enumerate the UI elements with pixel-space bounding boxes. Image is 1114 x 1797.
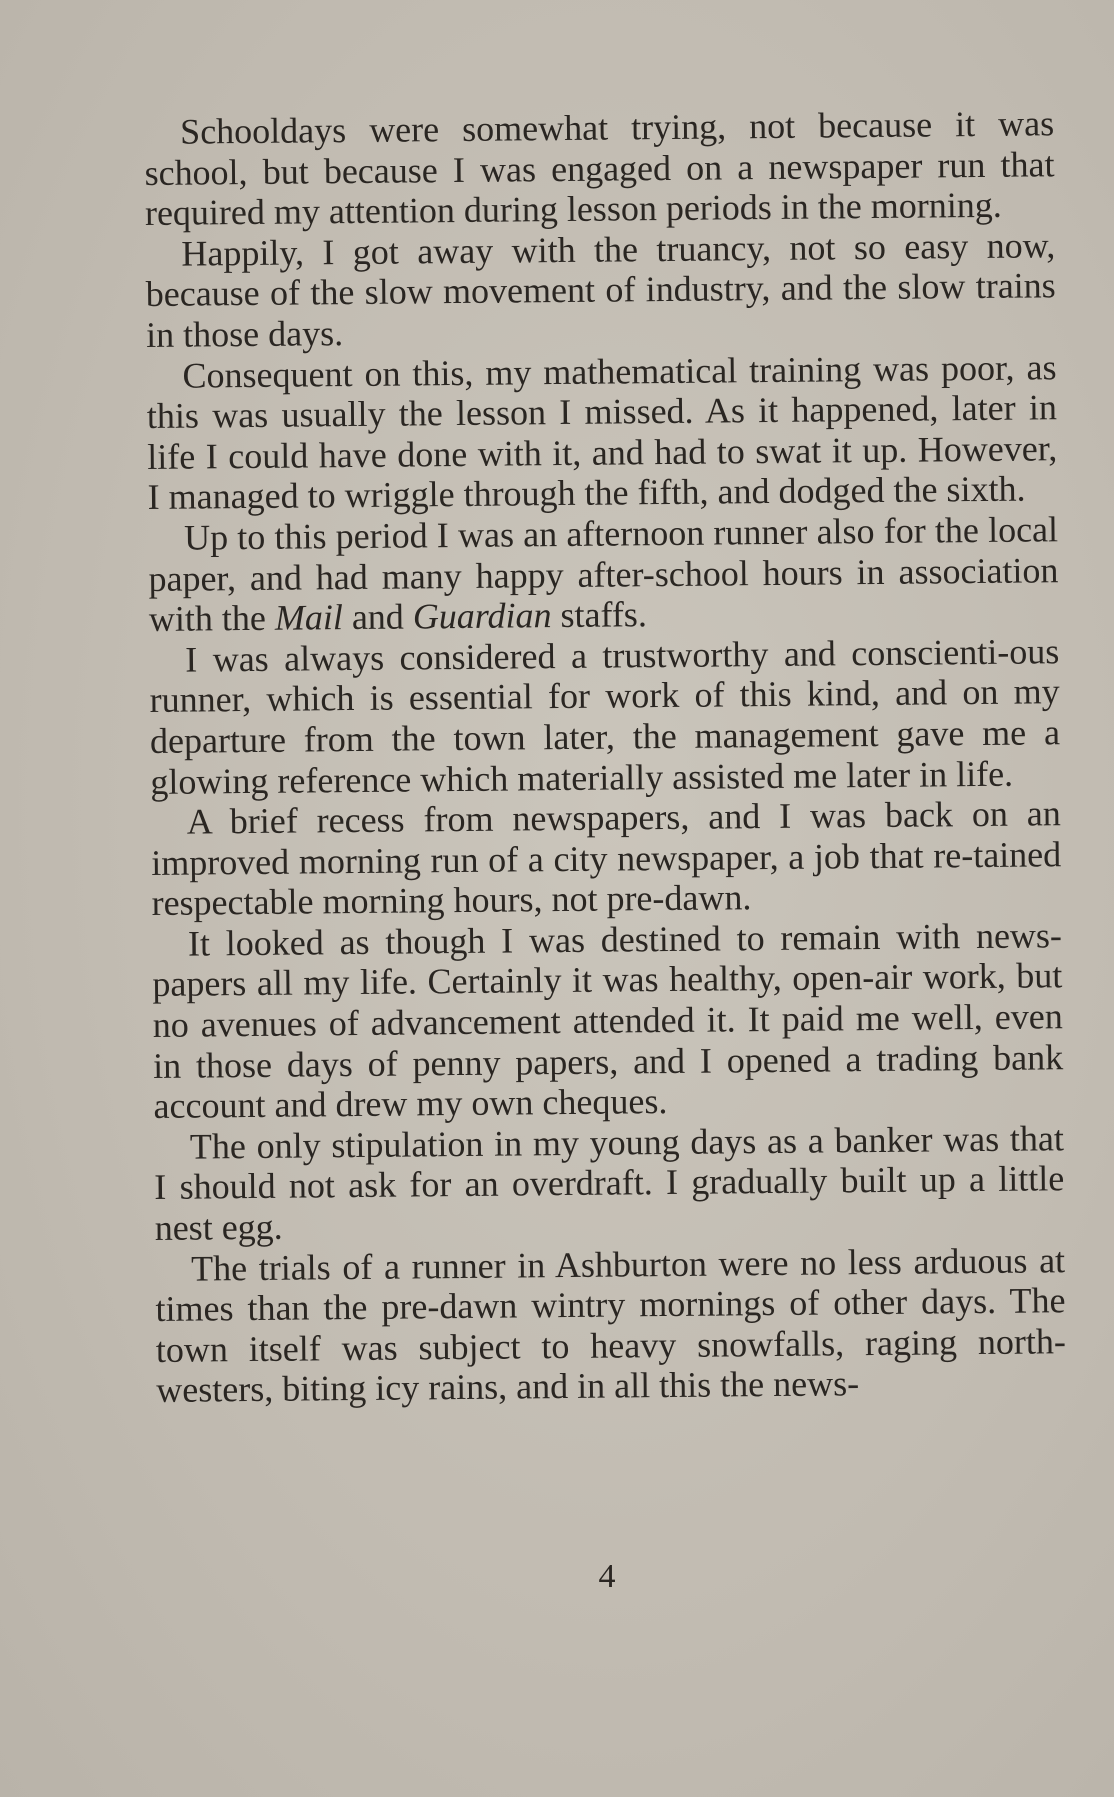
paragraph-schooldays: Schooldays were somewhat trying, not because it was school, but because I was engaged on a newspaper run that required my attention during lesson periods in the morning. bbox=[144, 103, 1055, 234]
paragraph-mathematics: Consequent on this, my mathematical training was poor, as this was usually the lesson I missed. As it happened, later in life I could have done with it, and had to swat it up. However, I managed to wriggle through the fifth, and dodged the sixth. bbox=[146, 346, 1058, 518]
body-text bbox=[144, 103, 1066, 1411]
paragraph-text: and bbox=[342, 596, 414, 638]
paragraph-destined: It looked as though I was destined to remain with news-papers all my life. Certainly it was healthy, open-air work, but no avenues of advancement attended it. It paid me well, even in those days of penny papers, and I opened a trading bank account and drew my own cheques. bbox=[152, 915, 1064, 1127]
newspaper-name-guardian: Guardian bbox=[412, 595, 552, 637]
paragraph-afternoon-runner bbox=[148, 509, 1059, 640]
newspaper-name-mail: Mail bbox=[274, 597, 344, 638]
paragraph-trustworthy-runner: I was always considered a trustworthy and conscienti-ous runner, which is essential for work of this kind, and on my departure from the town later, the management gave me a glowing reference which materially assisted me later in life. bbox=[149, 630, 1061, 802]
paragraph-truancy: Happily, I got away with the truancy, not so easy now, because of the slow movement of industry, and the slow trains in those days. bbox=[145, 225, 1056, 355]
page-number: 4 bbox=[598, 1558, 616, 1595]
paragraph-ashburton: The trials of a runner in Ashburton were no less arduous at times than the pre-dawn wintry mornings of other days. The town itself was subject to heavy snowfalls, raging north-westers, biting icy rains, and in all this the news- bbox=[155, 1239, 1067, 1411]
paragraph-text: Up to this period I was an afternoon runner also for the local paper, and had many happy after-school hours in association with the bbox=[148, 509, 1059, 640]
paragraph-stipulation: The only stipulation in my young days as a banker was that I should not ask for an overdraft. I gradually built up a little nest egg. bbox=[154, 1118, 1065, 1248]
paragraph-text: staffs. bbox=[551, 594, 648, 636]
paragraph-brief-recess: A brief recess from newspapers, and I was back on an improved morning run of a city newspaper, a job that re-tained respectable morning hours, not pre-dawn. bbox=[151, 793, 1062, 924]
